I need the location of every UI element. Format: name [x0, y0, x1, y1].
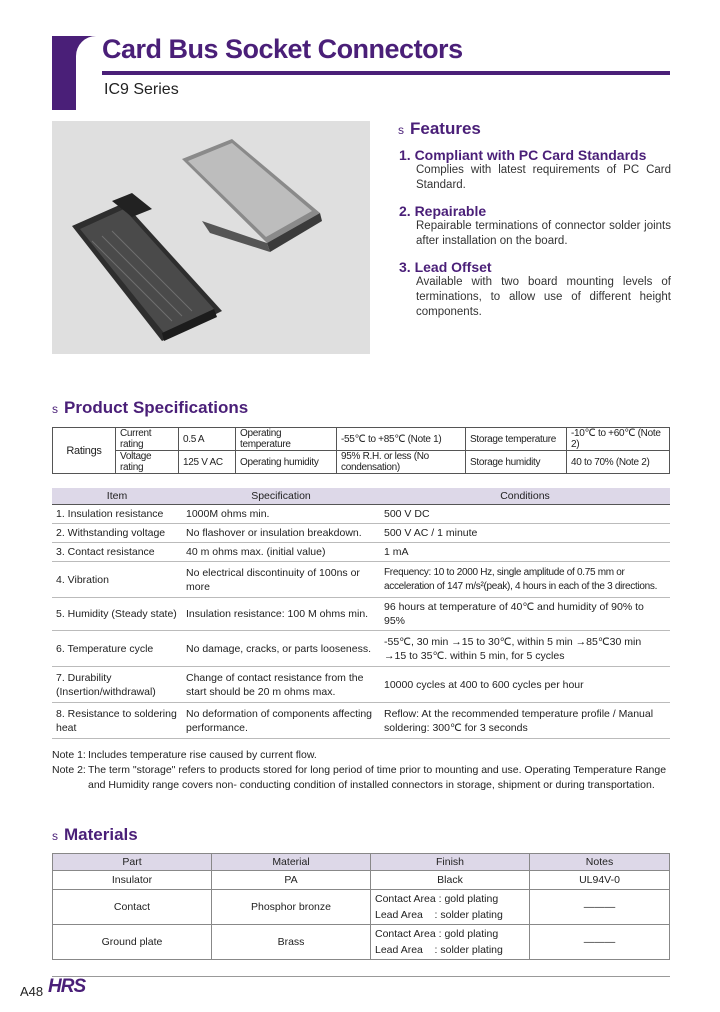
material-notes: ———	[530, 925, 670, 960]
ratings-row	[53, 428, 670, 451]
spec-row	[52, 703, 670, 739]
feature-title: 3. Lead Offset	[399, 259, 492, 275]
spec-spec: 1000M ohms min.	[182, 505, 380, 524]
materials-row	[53, 890, 670, 925]
page-title: Card Bus Socket Connectors	[102, 34, 463, 64]
spec-row	[52, 562, 670, 598]
spec-spec: No electrical discontinuity of 100ns or more	[182, 562, 380, 598]
ratings-table	[52, 427, 670, 474]
spec-item: 3. Contact resistance	[52, 543, 182, 562]
spec-col-header: Item	[52, 488, 182, 505]
material-name: Brass	[212, 925, 371, 960]
materials-col-header: Part	[53, 854, 212, 871]
ratings-cell: -10℃ to +60℃ (Note 2)	[567, 428, 670, 451]
page-number: A48	[20, 984, 44, 999]
spec-row	[52, 667, 670, 703]
features-list	[399, 147, 671, 320]
spec-row	[52, 631, 670, 667]
spec-spec: 40 m ohms max. (initial value)	[182, 543, 380, 562]
spec-item: 1. Insulation resistance	[52, 505, 182, 524]
spec-row	[52, 543, 670, 562]
features-heading	[398, 119, 481, 139]
feature-item	[399, 259, 671, 320]
spec-cond: 500 V AC / 1 minute	[380, 524, 670, 543]
product-photo	[52, 121, 370, 354]
feature-text: Repairable terminations of connector solder joints after installation on the board.	[416, 220, 671, 247]
spec-spec: Change of contact resistance from the start should be 20 m ohms max.	[182, 667, 380, 703]
spec-cond: 500 V DC	[380, 505, 670, 524]
ratings-cell: -55℃ to +85℃ (Note 1)	[337, 428, 466, 451]
spec-item: 7. Durability (Insertion/withdrawal)	[52, 667, 182, 703]
spec-cond: 96 hours at temperature of 40℃ and humidity of 90% to 95%	[380, 598, 670, 631]
features-bullet: s	[398, 123, 404, 137]
specs-heading-text: Product Specifications	[64, 398, 249, 417]
spec-item: 5. Humidity (Steady state)	[52, 598, 182, 631]
ratings-cell: 95% R.H. or less (No condensation)	[337, 451, 466, 474]
material-finish	[371, 890, 530, 925]
materials-row	[53, 925, 670, 960]
material-name: Phosphor bronze	[212, 890, 371, 925]
ratings-cell: Storage temperature	[466, 428, 567, 451]
features-heading-text: Features	[410, 119, 481, 138]
ratings-cell: Operating humidity	[236, 451, 337, 474]
materials-col-header: Material	[212, 854, 371, 871]
feature-item	[399, 147, 671, 193]
ratings-label: Ratings	[53, 428, 116, 474]
note-line	[52, 748, 670, 763]
spec-item: 6. Temperature cycle	[52, 631, 182, 667]
feature-title: 2. Repairable	[399, 203, 487, 219]
spec-col-header: Specification	[182, 488, 380, 505]
feature-text: Available with two board mounting levels of terminations, to allow use of different height components.	[416, 276, 671, 318]
note-text: Includes temperature rise caused by current flow.	[88, 749, 317, 761]
note-label: Note 1:	[52, 749, 86, 761]
specs-heading	[52, 398, 248, 418]
ratings-cell: Storage humidity	[466, 451, 567, 474]
spec-spec: No flashover or insulation breakdown.	[182, 524, 380, 543]
material-finish	[371, 925, 530, 960]
material-part: Ground plate	[53, 925, 212, 960]
finish-line: Lead Area : solder plating	[375, 909, 503, 921]
spec-cond: 1 mA	[380, 543, 670, 562]
finish-line: Contact Area : gold plating	[375, 928, 499, 940]
materials-col-header: Finish	[371, 854, 530, 871]
spec-item: 2. Withstanding voltage	[52, 524, 182, 543]
materials-table	[52, 853, 670, 960]
materials-row	[53, 871, 670, 890]
specifications-table	[52, 488, 670, 739]
spec-item: 8. Resistance to soldering heat	[52, 703, 182, 739]
spec-row	[52, 505, 670, 524]
spec-header-row	[52, 488, 670, 505]
note-line	[52, 763, 670, 793]
spec-notes	[52, 748, 670, 793]
materials-col-header: Notes	[530, 854, 670, 871]
spec-cond: -55℃, 30 min →15 to 30℃, within 5 min →85℃30 min →15 to 35℃. within 5 min, for 5 cycles	[380, 631, 670, 667]
note-text: The term "storage" refers to products stored for long period of time prior to mounting and use. Operating Temperature Range and Humidity range covers non- conducting condition of installed connectors in storage, shipment or during transportation.	[88, 764, 667, 791]
spec-cond: 10000 cycles at 400 to 600 cycles per hour	[380, 667, 670, 703]
ratings-cell: Operating temperature	[236, 428, 337, 451]
finish-line: Lead Area : solder plating	[375, 944, 503, 956]
spec-row	[52, 524, 670, 543]
note-label: Note 2:	[52, 764, 86, 776]
spec-col-header: Conditions	[380, 488, 670, 505]
spec-cond: Reflow: At the recommended temperature profile / Manual soldering: 300℃ for 3 seconds	[380, 703, 670, 739]
materials-heading-text: Materials	[64, 825, 138, 844]
material-notes: UL94V-0	[530, 871, 670, 890]
finish-line: Contact Area : gold plating	[375, 893, 499, 905]
material-name: PA	[212, 871, 371, 890]
material-finish: Black	[371, 871, 530, 890]
spec-spec: No deformation of components affecting performance.	[182, 703, 380, 739]
spec-cond: Frequency: 10 to 2000 Hz, single amplitude of 0.75 mm or acceleration of 147 m/s²(peak), 4 hours in each of the 3 directions.	[380, 562, 670, 598]
header-accent-cutout	[76, 36, 100, 110]
feature-title: 1. Compliant with PC Card Standards	[399, 147, 647, 163]
material-notes: ———	[530, 890, 670, 925]
feature-item	[399, 203, 671, 249]
materials-header-row	[53, 854, 670, 871]
feature-text: Complies with latest requirements of PC Card Standard.	[416, 164, 671, 191]
footer-rule	[52, 976, 670, 977]
product-photo-image	[52, 121, 370, 354]
title-rule	[102, 71, 670, 75]
ratings-cell: 125 V AC	[179, 451, 236, 474]
ratings-cell: 40 to 70% (Note 2)	[567, 451, 670, 474]
material-part: Contact	[53, 890, 212, 925]
ratings-row	[53, 451, 670, 474]
materials-bullet: s	[52, 829, 58, 843]
material-part: Insulator	[53, 871, 212, 890]
series-name: IC9 Series	[104, 81, 179, 98]
ratings-cell: Current rating	[116, 428, 179, 451]
ratings-cell: Voltage rating	[116, 451, 179, 474]
hrs-logo: HRS	[48, 976, 86, 997]
materials-heading	[52, 825, 138, 845]
specs-bullet: s	[52, 402, 58, 416]
spec-row	[52, 598, 670, 631]
spec-spec: No damage, cracks, or parts looseness.	[182, 631, 380, 667]
ratings-cell: 0.5 A	[179, 428, 236, 451]
spec-item: 4. Vibration	[52, 562, 182, 598]
spec-spec: Insulation resistance: 100 M ohms min.	[182, 598, 380, 631]
